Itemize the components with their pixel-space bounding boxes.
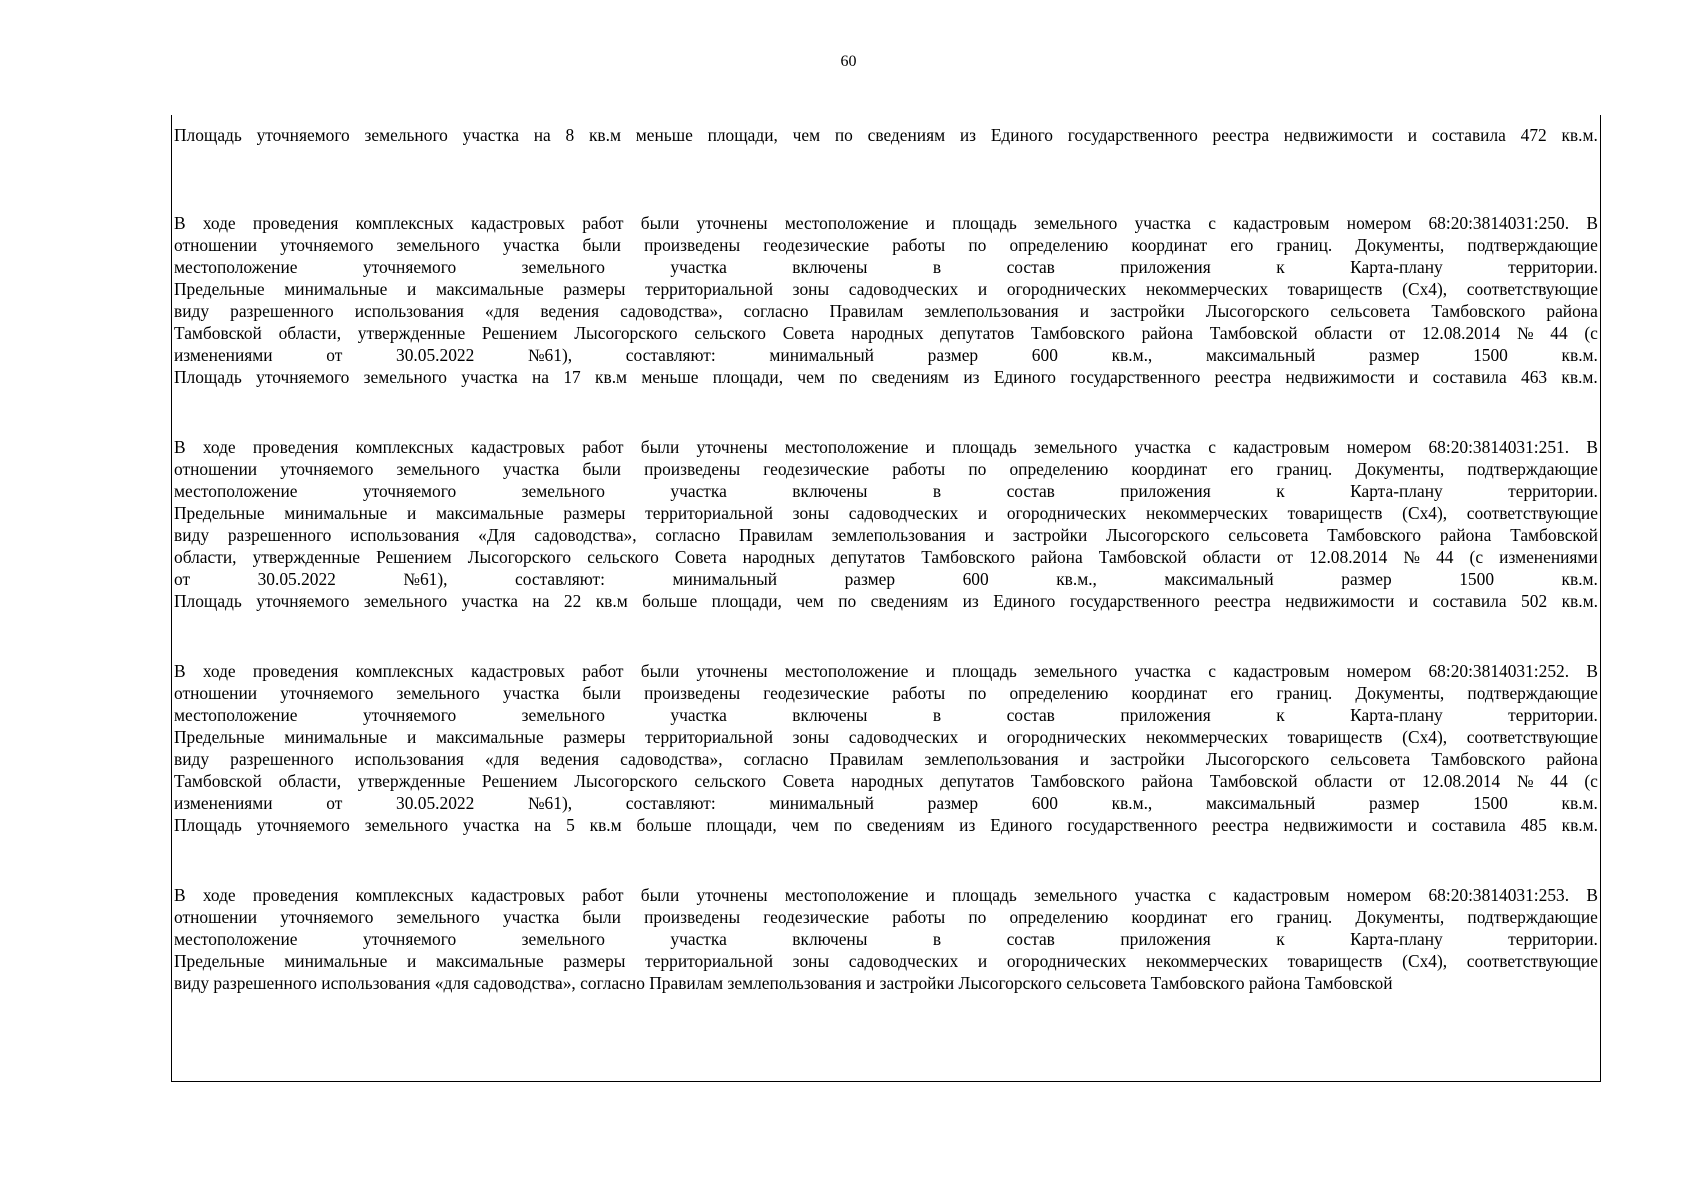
text-line: В ходе проведения комплексных кадастровых работ были уточнены местоположение и площадь земельного участка с кадастровым номером 68:20:3814031:253. В xyxy=(174,885,1598,905)
text-line: отношении уточняемого земельного участка были произведены геодезические работы по определению координат его границ. Документы, подтверждающие xyxy=(174,235,1598,255)
text-line: В ходе проведения комплексных кадастровых работ были уточнены местоположение и площадь земельного участка с кадастровым номером 68:20:3814031:250. В xyxy=(174,213,1598,233)
text-line: Предельные минимальные и максимальные размеры территориальной зоны садоводческих и огороднических некоммерческих товариществ (Сх4), соответствующие xyxy=(174,503,1598,523)
text-line: отношении уточняемого земельного участка были произведены геодезические работы по определению координат его границ. Документы, подтверждающие xyxy=(174,683,1598,703)
text-line: от 30.05.2022 №61), составляют: минимальный размер 600 кв.м., максимальный размер 1500 кв.м. xyxy=(174,569,1598,589)
paragraph xyxy=(174,884,1598,994)
text-line: В ходе проведения комплексных кадастровых работ были уточнены местоположение и площадь земельного участка с кадастровым номером 68:20:3814031:252. В xyxy=(174,661,1598,681)
text-line: местоположение уточняемого земельного участка включены в состав приложения к Карта-плану территории. xyxy=(174,257,1598,277)
paragraph xyxy=(174,660,1598,836)
text-line: местоположение уточняемого земельного участка включены в состав приложения к Карта-плану территории. xyxy=(174,481,1598,501)
text-line: отношении уточняемого земельного участка были произведены геодезические работы по определению координат его границ. Документы, подтверждающие xyxy=(174,459,1598,479)
text-line: отношении уточняемого земельного участка были произведены геодезические работы по определению координат его границ. Документы, подтверждающие xyxy=(174,907,1598,927)
text-line: области, утвержденные Решением Лысогорского сельского Совета народных депутатов Тамбовского района Тамбовской области от 12.08.2014 № 44 (с изменениями xyxy=(174,547,1598,567)
text-line: изменениями от 30.05.2022 №61), составляют: минимальный размер 600 кв.м., максимальный размер 1500 кв.м. xyxy=(174,345,1598,365)
text-line: Тамбовской области, утвержденные Решением Лысогорского сельского Совета народных депутатов Тамбовского района Тамбовской области от 12.08.2014 № 44 (с xyxy=(174,771,1598,791)
text-line: виду разрешенного использования «для ведения садоводства», согласно Правилам землепользования и застройки Лысогорского сельсовета Тамбовского района xyxy=(174,301,1598,321)
text-line: Площадь уточняемого земельного участка на 5 кв.м больше площади, чем по сведениям из Единого государственного реестра недвижимости и составила 485 кв.м. xyxy=(174,815,1598,835)
text-line: Предельные минимальные и максимальные размеры территориальной зоны садоводческих и огороднических некоммерческих товариществ (Сх4), соответствующие xyxy=(174,727,1598,747)
text-line: Тамбовской области, утвержденные Решением Лысогорского сельского Совета народных депутатов Тамбовского района Тамбовской области от 12.08.2014 № 44 (с xyxy=(174,323,1598,343)
text-line: Площадь уточняемого земельного участка на 8 кв.м меньше площади, чем по сведениям из Единого государственного реестра недвижимости и составила 472 кв.м. xyxy=(174,125,1598,145)
text-line: виду разрешенного использования «для садоводства», согласно Правилам землепользования и застройки Лысогорского сельсовета Тамбовского района Тамбовской xyxy=(174,973,1393,993)
text-line: В ходе проведения комплексных кадастровых работ были уточнены местоположение и площадь земельного участка с кадастровым номером 68:20:3814031:251. В xyxy=(174,437,1598,457)
text-line: местоположение уточняемого земельного участка включены в состав приложения к Карта-плану территории. xyxy=(174,705,1598,725)
text-line: Предельные минимальные и максимальные размеры территориальной зоны садоводческих и огороднических некоммерческих товариществ (Сх4), соответствующие xyxy=(174,279,1598,299)
text-line: Предельные минимальные и максимальные размеры территориальной зоны садоводческих и огороднических некоммерческих товариществ (Сх4), соответствующие xyxy=(174,951,1598,971)
text-line: виду разрешенного использования «для ведения садоводства», согласно Правилам землепользования и застройки Лысогорского сельсовета Тамбовского района xyxy=(174,749,1598,769)
text-line: Площадь уточняемого земельного участка на 22 кв.м больше площади, чем по сведениям из Единого государственного реестра недвижимости и составила 502 кв.м. xyxy=(174,591,1598,611)
text-line: виду разрешенного использования «Для садоводства», согласно Правилам землепользования и застройки Лысогорского сельсовета Тамбовского района Тамбовской xyxy=(174,525,1598,545)
paragraph xyxy=(174,212,1598,388)
page-number: 60 xyxy=(840,53,857,70)
paragraph xyxy=(174,124,1598,146)
text-line: Площадь уточняемого земельного участка на 17 кв.м меньше площади, чем по сведениям из Единого государственного реестра недвижимости и составила 463 кв.м. xyxy=(174,367,1598,387)
text-line: местоположение уточняемого земельного участка включены в состав приложения к Карта-плану территории. xyxy=(174,929,1598,949)
paragraph xyxy=(174,436,1598,612)
text-line: изменениями от 30.05.2022 №61), составляют: минимальный размер 600 кв.м., максимальный размер 1500 кв.м. xyxy=(174,793,1598,813)
